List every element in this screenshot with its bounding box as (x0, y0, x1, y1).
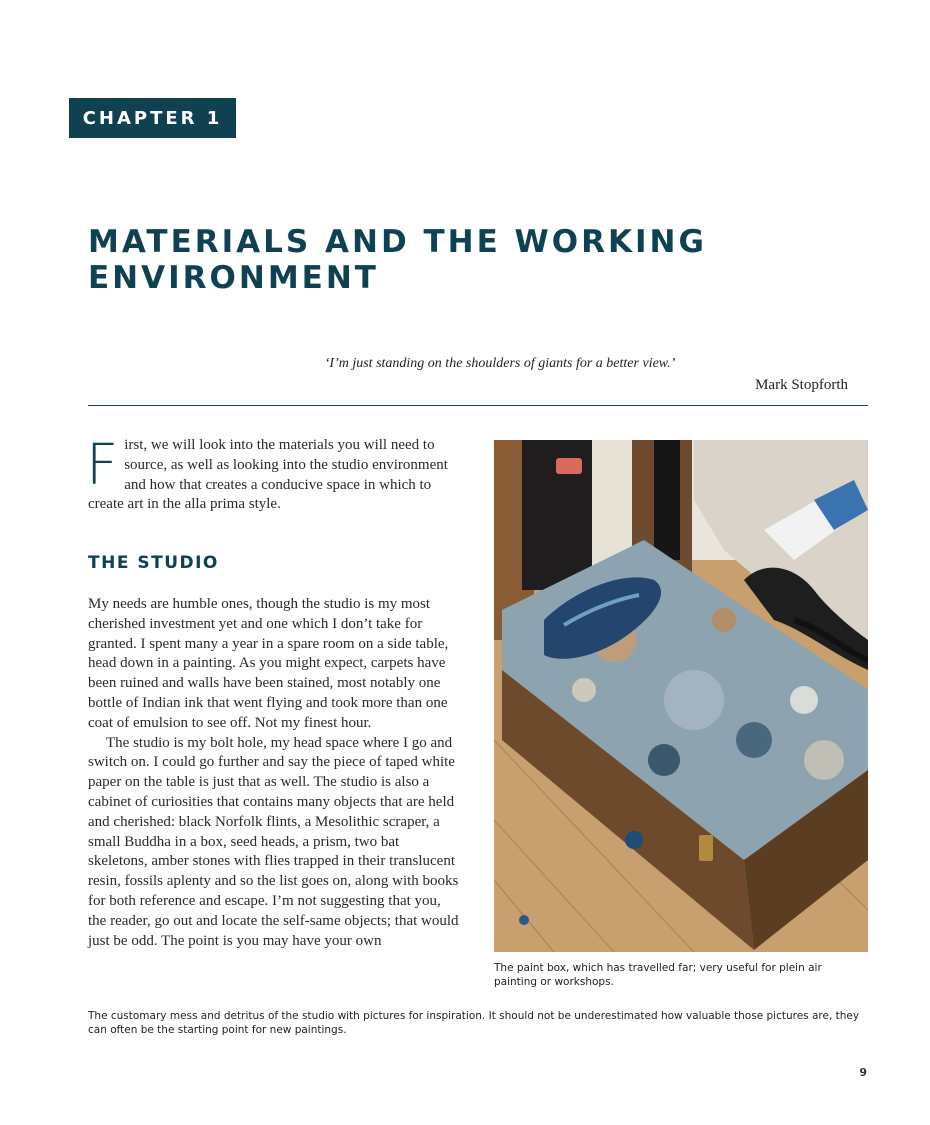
photo-caption: The paint box, which has travelled far; very useful for plein air painting or workshops. (494, 962, 822, 988)
drop-cap: F (86, 433, 119, 498)
section-heading: THE STUDIO (88, 553, 219, 573)
intro-text: irst, we will look into the materials you will need to source, as well as looking into the studio environment and how that creates a conducive space in which to create art in the alla prima style. (88, 437, 448, 513)
page-number: 9 (859, 1066, 867, 1079)
body-text (88, 595, 460, 951)
intro-paragraph (86, 433, 460, 515)
studio-caption: The customary mess and detritus of the studio with pictures for inspiration. It should not be underestimated how valuable those pictures are, they can often be the starting point for new paintings. (88, 1010, 860, 1036)
body-paragraph: The studio is my bolt hole, my head space where I go and switch on. I could go further and say the piece of taped white paper on the table is just that as well. The studio is also a cabinet of curiosities that contains many objects that are held and cherished: black Norfolk flints, a Mesolithic scraper, a small Buddha in a box, seed heads, a prism, two bat skeletons, amber stones with flies trapped in their translucent resin, fossils aplenty and so the list goes on, along with books for both reference and escape. I’m not suggesting that you, the reader, go out and locate the self-same objects; that would just be odd. The point is you may have your own (88, 734, 459, 949)
epigraph-author: Mark Stopforth (755, 377, 848, 393)
chapter-label: CHAPTER 1 (69, 98, 236, 138)
paint-box-photo (494, 440, 868, 952)
divider-rule (88, 405, 868, 406)
body-paragraph: My needs are humble ones, though the studio is my most cherished investment yet and one which I don’t take for granted. I spent many a year in a spare room on a side table, head down in a painting. As you might expect, carpets have been ruined and walls have been stained, most notably one bottle of Indian ink that went flying and took more than one coat of emulsion to see off. Not my finest hour. (88, 596, 449, 731)
epigraph-quote: ‘I’m just standing on the shoulders of giants for a better view.’ (324, 356, 676, 371)
chapter-title: MATERIALS AND THE WORKING ENVIRONMENT (88, 224, 707, 296)
